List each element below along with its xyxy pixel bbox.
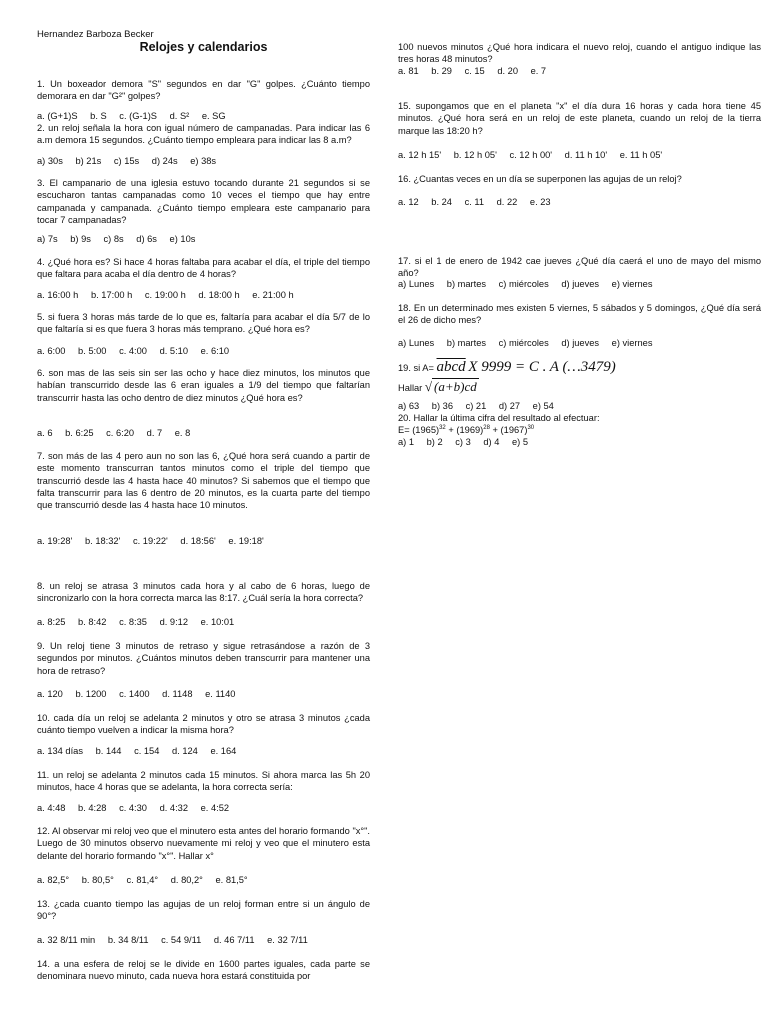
option-a: a. 19:28': [37, 536, 73, 546]
options-9: [37, 688, 245, 700]
option-e: e. 1140: [205, 689, 236, 699]
option-c: c. 11: [464, 197, 485, 207]
option-a: a. 82,5°: [37, 875, 70, 885]
option-d: d) 27: [498, 401, 521, 411]
question-14: 14. a una esfera de reloj se le divide en 1600 partes iguales, cada parte se denominara nuevo minuto, cada nueva hora estará constituida por: [37, 959, 370, 982]
option-d: d. 18:56': [180, 536, 216, 546]
options-3: [37, 233, 205, 245]
question-19-hallar: [398, 381, 479, 394]
option-b: b. 29: [431, 66, 452, 76]
option-d: d. 80,2°: [170, 875, 203, 885]
option-b: b. 18:32': [84, 536, 121, 546]
option-e: e. 11 h 05': [619, 150, 663, 160]
question-9: 9. Un reloj tiene 3 minutos de retraso y sigue retrasándose a razón de 3 segundos por minutos. ¿Cuántos minutos deben transcurrir para mantener una hora de retraso?: [37, 641, 370, 676]
option-c: c. 4:00: [119, 346, 147, 356]
option-a: a. 81: [398, 66, 419, 76]
option-e: e) viernes: [611, 279, 653, 289]
options-13: [37, 934, 318, 946]
option-c: c. 4:30: [119, 803, 147, 813]
option-d: d) jueves: [561, 279, 600, 289]
question-15: 15. supongamos que en el planeta "x" el día dura 16 horas y cada hora tiene 45 minutos. ¿Qué hora será en un reloj de este planeta, cuando un reloj de la tierra marque las 18:20 h?: [398, 101, 761, 136]
option-e: e. 6:10: [200, 346, 230, 356]
options-16: [398, 196, 561, 208]
option-d: d) 4: [483, 437, 500, 447]
option-d: d. 18:00 h: [198, 290, 240, 300]
option-c: c. 81,4°: [126, 875, 159, 885]
option-c: c. (G-1)S: [119, 111, 158, 121]
option-e: e. SG: [201, 111, 226, 121]
option-d: d. 5:10: [159, 346, 189, 356]
option-d: d. 46 7/11: [213, 935, 255, 945]
question-8: 8. un reloj se atrasa 3 minutos cada hora y al cabo de 6 horas, luego de sincronizarlo con la hora correcta marca las 8:17. ¿Cuál sería la hora correcta?: [37, 581, 370, 604]
square-root-icon: √ (a+b)cd: [424, 379, 477, 394]
option-e: e. 32 7/11: [267, 935, 308, 945]
option-d: d. S²: [169, 111, 190, 121]
option-d: d. 9:12: [159, 617, 189, 627]
options-10: [37, 745, 246, 757]
option-e: e. 4:52: [200, 803, 230, 813]
option-b: b) 2: [426, 437, 443, 447]
option-c: c) 15s: [113, 156, 140, 166]
option-e: e. 8: [174, 428, 191, 438]
options-20: [398, 436, 538, 448]
option-c: c) 8s: [103, 234, 124, 244]
option-b: b. 6:25: [65, 428, 94, 438]
options-18: [398, 337, 663, 349]
option-e: e. 7: [530, 66, 547, 76]
option-a: a) 1: [398, 437, 415, 447]
options-8: [37, 616, 244, 628]
options-5: [37, 345, 239, 357]
question-19: [398, 361, 616, 374]
option-e: e) 54: [532, 401, 554, 411]
option-a: a. 134 días: [37, 746, 84, 756]
options-15: [398, 149, 672, 161]
option-c: c) 21: [465, 401, 487, 411]
option-d: d) 6s: [136, 234, 157, 244]
options-6: [37, 427, 200, 439]
option-e: e) viernes: [611, 338, 653, 348]
option-a: a. (G+1)S: [37, 111, 78, 121]
option-d: d) jueves: [561, 338, 600, 348]
option-a: a. 8:25: [37, 617, 66, 627]
option-b: b) 36: [431, 401, 453, 411]
option-a: a) Lunes: [398, 338, 435, 348]
question-11: 11. un reloj se adelanta 2 minutos cada 15 minutos. Si ahora marca las 5h 20 minutos, hace 4 horas que se adelanta, la hora correcta sería:: [37, 770, 370, 793]
option-c: c. 19:22': [132, 536, 168, 546]
option-a: a) 30s: [37, 156, 63, 166]
option-b: b. 8:42: [78, 617, 107, 627]
option-a: a. 12 h 15': [398, 150, 442, 160]
option-b: b. 1200: [75, 689, 107, 699]
question-19-expression: X 9999 = C . A (…3479): [468, 359, 616, 375]
option-b: b) martes: [446, 279, 487, 289]
option-a: a. 120: [37, 689, 63, 699]
option-b: b. 24: [431, 197, 452, 207]
option-c: c) 3: [455, 437, 471, 447]
option-e: e. 10:01: [200, 617, 235, 627]
option-d: d. 7: [146, 428, 163, 438]
options-2: [37, 155, 226, 167]
question-1: 1. Un boxeador demora "S" segundos en dar "G" golpes. ¿Cuánto tiempo demorara en dar "G²" golpes?: [37, 79, 370, 102]
abcd-number: abcd: [436, 359, 466, 375]
question-13: 13. ¿cada cuanto tiempo las agujas de un reloj forman entre si un ángulo de 90°?: [37, 899, 370, 922]
author-name: Hernandez Barboza Becker: [37, 29, 154, 40]
option-d: d. 11 h 10': [564, 150, 608, 160]
options-17: [398, 278, 663, 290]
option-e: e) 5: [511, 437, 528, 447]
option-a: a. 6: [37, 428, 53, 438]
options-14: [398, 65, 556, 77]
options-7: [37, 535, 274, 547]
option-a: a. 6:00: [37, 346, 66, 356]
question-20: 20. Hallar la última cifra del resultado al efectuar:: [398, 413, 600, 423]
options-1: [37, 110, 236, 122]
question-19-prefix: 19. si A=: [398, 363, 434, 373]
option-d: d. 22: [496, 197, 518, 207]
option-c: c) miércoles: [498, 338, 549, 348]
option-e: e. 21:00 h: [252, 290, 294, 300]
option-b: b. S: [90, 111, 107, 121]
question-3: 3. El campanario de una iglesia estuvo tocando durante 21 segundos si se escucharon tantas campanadas como 10 veces el tiempo que hay entre campanada y campanada. ¿Cuánto tiempo empleara este campanario para tocar 7 campanadas?: [37, 178, 370, 225]
option-c: c. 19:00 h: [144, 290, 186, 300]
option-b: b) martes: [446, 338, 487, 348]
hallar-label: Hallar: [398, 383, 423, 393]
option-b: b) 9s: [70, 234, 91, 244]
option-e: e) 10s: [169, 234, 196, 244]
option-a: a. 32 8/11 min: [37, 935, 96, 945]
option-d: d. 4:32: [159, 803, 189, 813]
option-b: b. 5:00: [78, 346, 107, 356]
option-c: c. 6:20: [106, 428, 135, 438]
option-c: c. 1400: [119, 689, 150, 699]
option-c: c. 8:35: [119, 617, 147, 627]
option-a: a. 4:48: [37, 803, 66, 813]
option-d: d. 20: [497, 66, 518, 76]
option-d: d) 24s: [151, 156, 178, 166]
question-10: 10. cada día un reloj se adelanta 2 minutos y otro se atrasa 3 minutos ¿cada cuánto tiempo vuelven a indicar la misma hora?: [37, 713, 370, 736]
question-12: 12. Al observar mi reloj veo que el minutero esta antes del horario formando "x°". Luego de 30 minutos observo nuevamente mi reloj y veo que el minutero esta delante del horario formando "x°". Hallar x°: [37, 826, 370, 861]
option-d: d. 124: [171, 746, 198, 756]
option-e: e. 164: [210, 746, 237, 756]
option-a: a) 7s: [37, 234, 58, 244]
option-e: e. 81,5°: [215, 875, 248, 885]
option-e: e) 38s: [190, 156, 217, 166]
question-16: 16. ¿Cuantas veces en un día se superponen las agujas de un reloj?: [398, 174, 682, 184]
option-b: b. 12 h 05': [453, 150, 497, 160]
question-18: 18. En un determinado mes existen 5 viernes, 5 sábados y 5 domingos, ¿Qué día será el 26 de dicho mes?: [398, 303, 761, 326]
options-12: [37, 874, 258, 886]
option-b: b. 34 8/11: [107, 935, 149, 945]
options-11: [37, 802, 239, 814]
option-e: e. 19:18': [228, 536, 264, 546]
option-a: a. 12: [398, 197, 419, 207]
option-c: c. 154: [134, 746, 160, 756]
question-20-expression: $E= (1965)^{32} + (1969)^{28} + (1967)^{30}$: [398, 424, 535, 435]
option-b: b. 4:28: [78, 803, 107, 813]
options-19: [398, 400, 564, 412]
sqrt-expression: (a+b)cd: [434, 379, 477, 394]
option-b: b. 144: [95, 746, 122, 756]
question-5: 5. si fuera 3 horas más tarde de lo que es, faltaría para acabar el día 5/7 de lo que faltaría si es que fuera 3 horas más temprano. ¿Qué hora es?: [37, 312, 370, 335]
question-4: 4. ¿Qué hora es? Si hace 4 horas faltaba para acabar el día, el triple del tiempo que faltara para acaba el día dentro de 4 horas?: [37, 257, 370, 280]
question-17: 17. si el 1 de enero de 1942 cae jueves ¿Qué día caerá el uno de mayo del mismo año?: [398, 256, 761, 279]
question-6: 6. son mas de las seis sin ser las ocho y hace diez minutos, los minutos que habían transcurrido desde las 6 eran iguales a 1/9 del tiempo que faltarían transcurrir hasta las ocho dentro de diez minutos ¿Qué hora es?: [37, 368, 370, 403]
option-c: c) miércoles: [498, 279, 549, 289]
question-7: 7. son más de las 4 pero aun no son las 6, ¿Qué hora será cuando a partir de este momento transcurran tantos minutos como el triple del tiempo que transcurrió desde las 4 hasta hace 40 minutos? Si sabemos que el tiempo que falta transcurrir para las 6 dentro de 20 minutos, es la cuarta parte del tiempo que transcurrió desde las 4 hasta hace 10 minutos.: [37, 451, 370, 511]
option-a: a. 16:00 h: [37, 290, 79, 300]
option-b: b. 17:00 h: [90, 290, 133, 300]
option-c: c. 54 9/11: [161, 935, 202, 945]
option-a: a) 63: [398, 401, 420, 411]
option-b: b) 21s: [75, 156, 102, 166]
options-4: [37, 289, 304, 301]
option-b: b. 80,5°: [81, 875, 114, 885]
option-a: a) Lunes: [398, 279, 435, 289]
question-14-continued: 100 nuevos minutos ¿Qué hora indicara el nuevo reloj, cuando el antiguo indique las tres horas 48 minutos?: [398, 42, 761, 65]
option-e: e. 23: [529, 197, 551, 207]
option-c: c. 12 h 00': [509, 150, 553, 160]
option-d: d. 1148: [162, 689, 193, 699]
page-title: Relojes y calendarios: [139, 40, 268, 54]
option-c: c. 15: [464, 66, 485, 76]
question-2: 2. un reloj señala la hora con igual número de campanadas. Para indicar las 6 a.m demora 15 segundos. ¿Cuánto tiempo empleara para indicar las 8 a.m?: [37, 123, 370, 146]
